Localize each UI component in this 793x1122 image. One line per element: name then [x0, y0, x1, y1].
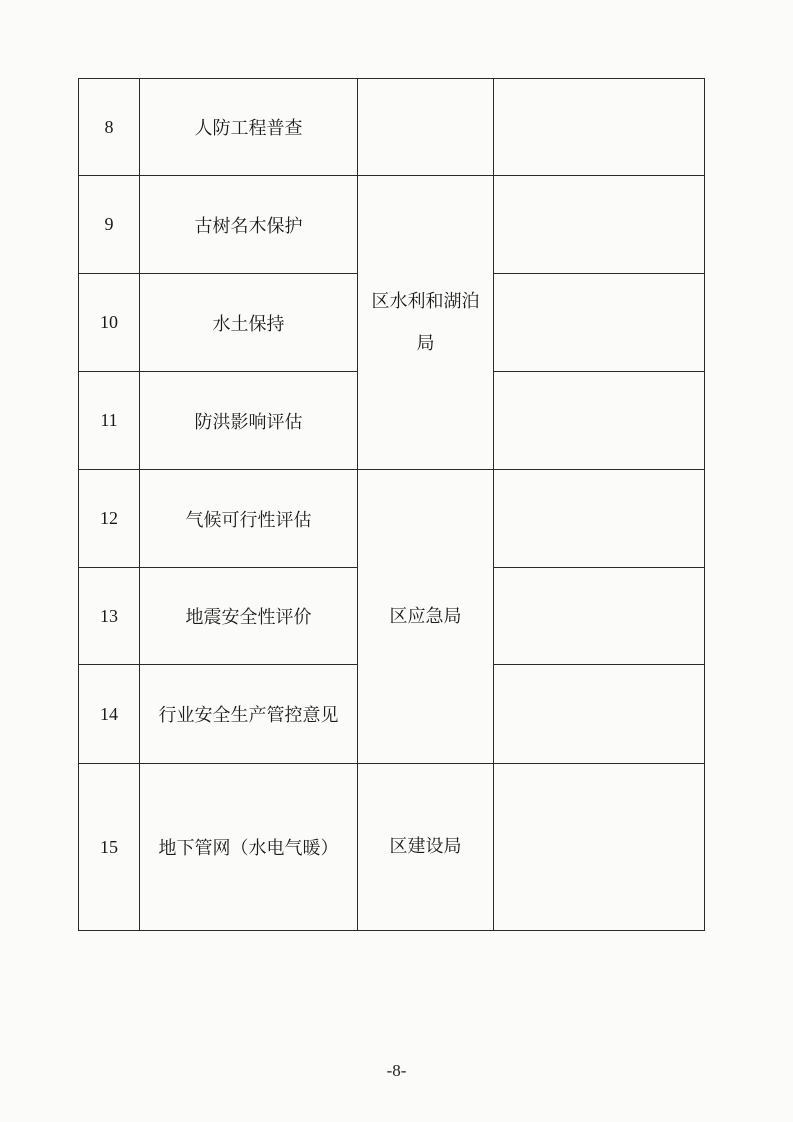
- table-row: [79, 470, 705, 568]
- row-number: 10: [79, 274, 140, 372]
- department-cell: [358, 470, 494, 764]
- department-cell: [358, 764, 494, 931]
- table-row: [79, 176, 705, 274]
- row-number: 15: [79, 764, 140, 931]
- item-name: 古树名木保护: [140, 176, 358, 274]
- item-name: 地震安全性评价: [140, 568, 358, 665]
- item-name: 行业安全生产管控意见: [140, 665, 358, 764]
- item-name: 人防工程普查: [140, 79, 358, 176]
- row-number: 9: [79, 176, 140, 274]
- department-cell: [358, 79, 494, 176]
- department-name: 区应急局: [389, 605, 462, 627]
- remark-cell: [494, 176, 705, 274]
- remark-cell: [494, 568, 705, 665]
- department-name: 区水利和湖泊局: [371, 290, 480, 354]
- item-name: 防洪影响评估: [140, 372, 358, 470]
- row-number: 14: [79, 665, 140, 764]
- remark-cell: [494, 665, 705, 764]
- remark-cell: [494, 79, 705, 176]
- row-number: 13: [79, 568, 140, 665]
- row-number: 12: [79, 470, 140, 568]
- page-number: -8-: [386, 1061, 407, 1080]
- remark-cell: [494, 764, 705, 931]
- remark-cell: [494, 470, 705, 568]
- table-row: [79, 79, 705, 176]
- remark-cell: [494, 372, 705, 470]
- department-name: 区建设局: [389, 836, 462, 857]
- remark-cell: [494, 274, 705, 372]
- item-name: 水土保持: [140, 274, 358, 372]
- item-table: [78, 78, 705, 931]
- row-number: 11: [79, 372, 140, 470]
- table-row: [79, 764, 705, 931]
- department-cell: [358, 176, 494, 470]
- row-number: 8: [79, 79, 140, 176]
- item-name: 地下管网（水电气暖）: [140, 764, 358, 931]
- item-name: 气候可行性评估: [140, 470, 358, 568]
